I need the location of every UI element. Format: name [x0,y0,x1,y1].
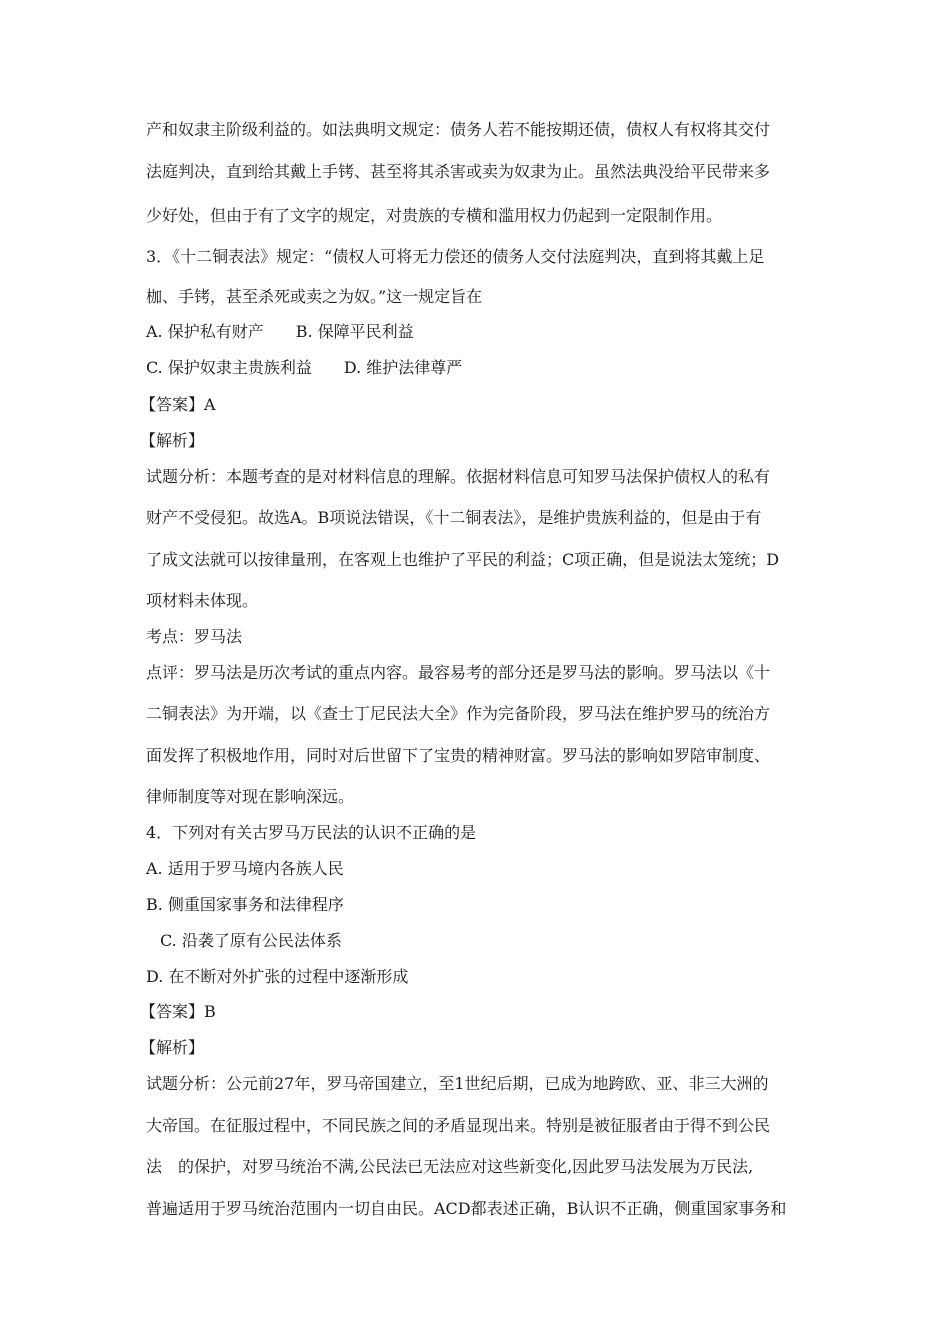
q4-option-a: A. 适用于罗马境内各族人民 [146,859,344,878]
q3-analysis-line-2: 财产不受侵犯。故选A。B项说法错误，《十二铜表法》，是维护贵族利益的，但是由于有 [146,508,762,527]
q4-analysis-line-1: 试题分析：公元前27年，罗马帝国建立，至1世纪后期，已成为地跨欧、亚、非三大洲的 [146,1074,769,1093]
q3-point: 考点：罗马法 [146,627,243,646]
q4-analysis-line-2: 大帝国。在征服过程中，不同民族之间的矛盾显现出来。特别是被征服者由于得不到公民 [146,1116,771,1135]
q3-stem-line-2: 枷、手铐，甚至杀死或卖之为奴。”这一规定旨在 [146,287,483,306]
q4-analysis-line-3: 法 的保护，对罗马统治不满,公民法已无法应对这些新变化,因此罗马法发展为万民法, [146,1157,754,1176]
q4-option-b: B. 侧重国家事务和法律程序 [146,895,344,914]
q3-review-line-2: 二铜表法》为开端，以《查士丁尼民法大全》作为完备阶段，罗马法在维护罗马的统治方 [146,704,771,723]
q3-analysis-line-4: 项材料未体现。 [146,591,259,610]
q4-option-c: C. 沿袭了原有公民法体系 [160,931,342,950]
q3-answer: 【答案】A [140,395,216,414]
q4-answer: 【答案】B [140,1002,216,1021]
q4-analysis-line-4: 普遍适用于罗马统治范围内一切自由民。ACD都表述正确，B认识不正确，侧重国家事务和 [146,1199,787,1218]
q3-analysis-label: 【解析】 [140,431,205,450]
q3-review-line-4: 律师制度等对现在影响深远。 [146,787,355,806]
q3-analysis-line-3: 了成文法就可以按律量刑，在客观上也维护了平民的利益；C项正确，但是说法太笼统；D [146,550,780,569]
intro-line-3: 少好处，但由于有了文字的规定，对贵族的专横和滥用权力仍起到一定限制作用。 [146,206,723,225]
q4-analysis-label: 【解析】 [140,1038,205,1057]
q3-stem-line-1: 3．《十二铜表法》规定：“债权人可将无力偿还的债务人交付法庭判决，直到将其戴上足 [146,247,765,266]
intro-line-2: 法庭判决，直到给其戴上手铐、甚至将其杀害或卖为奴隶为止。虽然法典没给平民带来多 [146,162,771,181]
q4-option-d: D. 在不断对外扩张的过程中逐渐形成 [146,967,409,986]
q3-options-cd: C. 保护奴隶主贵族利益 D. 维护法律尊严 [146,358,463,377]
q3-review-line-1: 点评：罗马法是历次考试的重点内容。最容易考的部分还是罗马法的影响。罗马法以《十 [146,663,771,682]
q3-review-line-3: 面发挥了积极地作用，同时对后世留下了宝贵的精神财富。罗马法的影响如罗陪审制度、 [146,746,771,765]
q3-analysis-line-1: 试题分析：本题考查的是对材料信息的理解。依据材料信息可知罗马法保护债权人的私有 [146,467,771,486]
q3-options-ab: A. 保护私有财产 B. 保障平民利益 [146,322,414,341]
intro-line-1: 产和奴隶主阶级利益的。如法典明文规定：债务人若不能按期还债，债权人有权将其交付 [146,120,771,139]
q4-stem: 4．下列对有关古罗马万民法的认识不正确的是 [146,823,477,842]
